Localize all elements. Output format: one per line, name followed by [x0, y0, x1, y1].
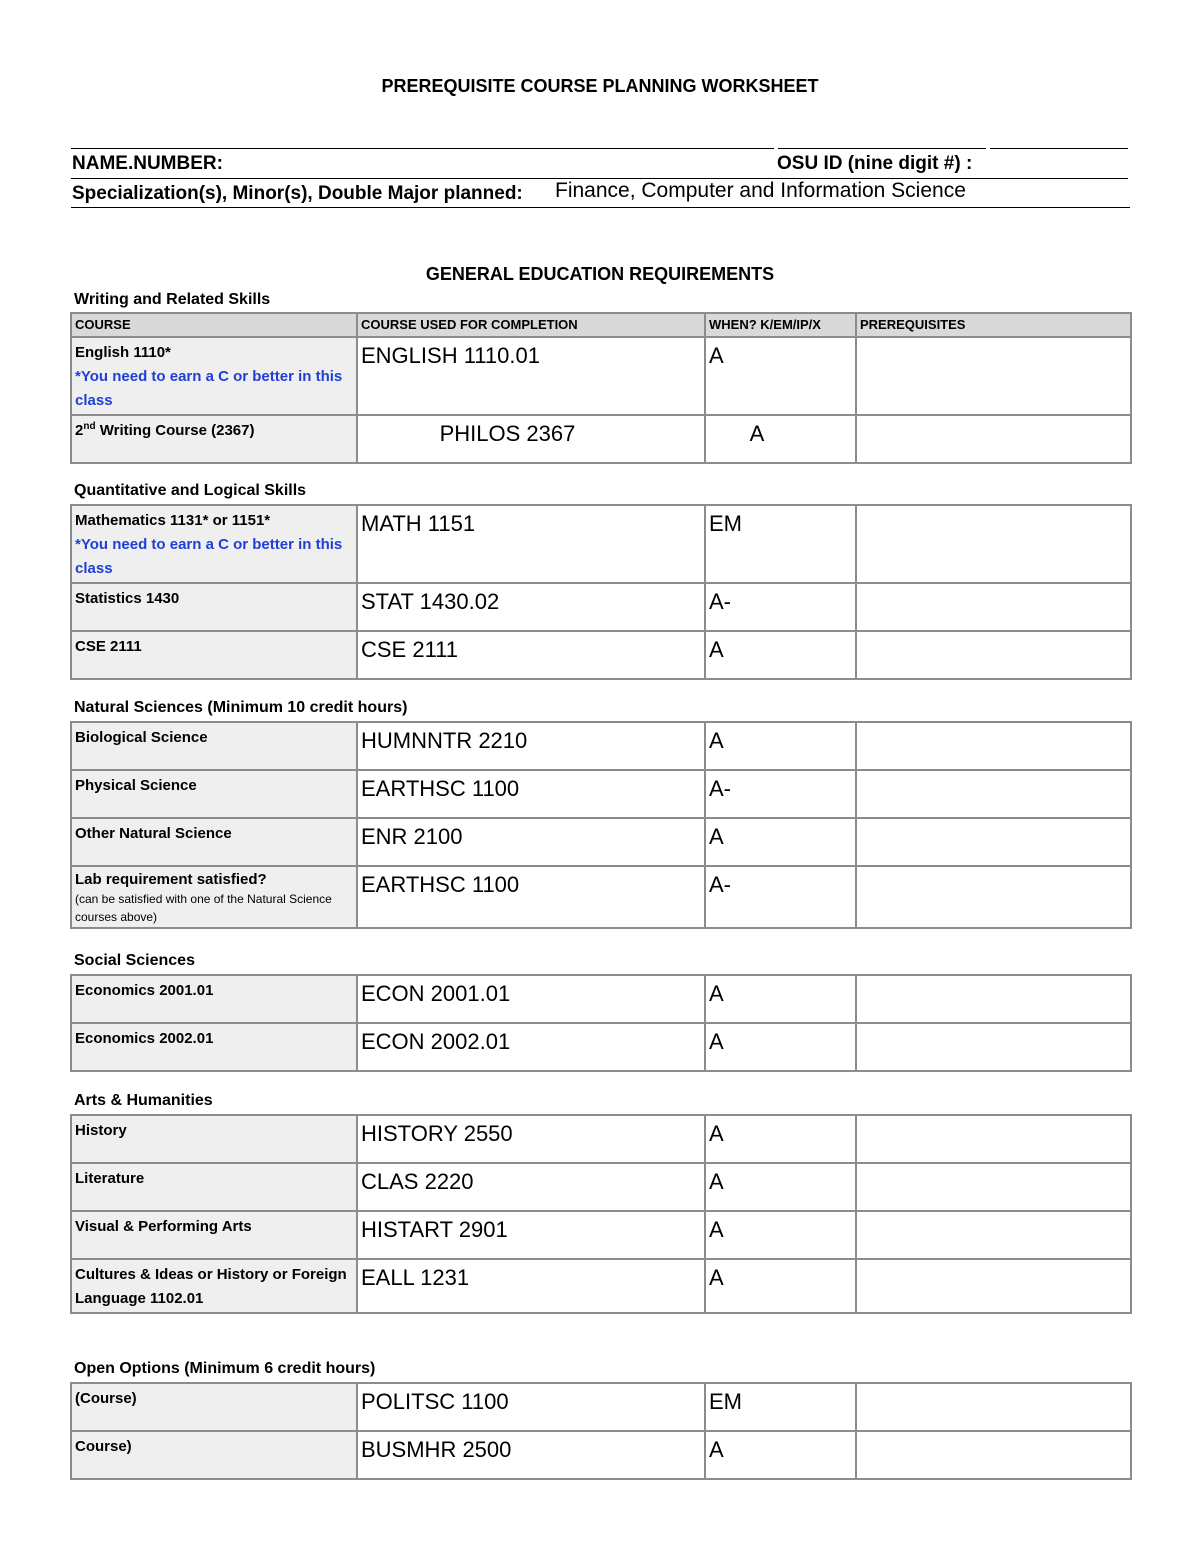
prereq-cell[interactable] [856, 722, 1131, 770]
used-cell[interactable]: BUSMHR 2500 [357, 1431, 705, 1479]
course-cell: (Course) [71, 1383, 357, 1431]
when-cell[interactable]: EM [705, 1383, 856, 1431]
when-cell[interactable]: A- [705, 770, 856, 818]
section-title-natural: Natural Sciences (Minimum 10 credit hours) [74, 699, 408, 716]
when-cell[interactable]: A- [705, 866, 856, 928]
page-title: PREREQUISITE COURSE PLANNING WORKSHEET [381, 76, 819, 96]
table-row [71, 770, 1131, 818]
section-title-open: Open Options (Minimum 6 credit hours) [74, 1360, 376, 1377]
prereq-cell[interactable] [856, 337, 1131, 415]
course-cell: Visual & Performing Arts [71, 1211, 357, 1259]
course-cell: Economics 2002.01 [71, 1023, 357, 1071]
when-cell[interactable]: A [705, 1023, 856, 1071]
when-cell[interactable]: A [705, 1163, 856, 1211]
used-cell[interactable]: STAT 1430.02 [357, 583, 705, 631]
when-cell[interactable]: A [705, 975, 856, 1023]
used-cell[interactable]: EARTHSC 1100 [357, 770, 705, 818]
col-header-prereq: PREREQUISITES [856, 313, 1131, 337]
table-row [71, 818, 1131, 866]
when-cell[interactable]: A [705, 1211, 856, 1259]
gen-ed-title: GENERAL EDUCATION REQUIREMENTS [425, 264, 775, 284]
open-table [70, 1382, 1132, 1480]
section-title-arts: Arts & Humanities [74, 1092, 213, 1109]
specialization-rule [71, 207, 1130, 208]
prereq-cell[interactable] [856, 415, 1131, 463]
course-cell: CSE 2111 [71, 631, 357, 679]
used-cell[interactable]: ENGLISH 1110.01 [357, 337, 705, 415]
social-table [70, 974, 1132, 1072]
prereq-cell[interactable] [856, 866, 1131, 928]
when-cell[interactable]: A [705, 415, 856, 463]
prereq-cell[interactable] [856, 975, 1131, 1023]
when-cell[interactable]: A [705, 818, 856, 866]
top-rule-right [990, 148, 1128, 149]
specialization-label: Specialization(s), Minor(s), Double Major planned: [72, 183, 523, 204]
table-row [71, 1163, 1131, 1211]
table-row [71, 505, 1131, 583]
course-note: *You need to earn a C or better in this class [75, 536, 343, 577]
specialization-value[interactable]: Finance, Computer and Information Science [555, 179, 966, 202]
table-row [71, 337, 1131, 415]
used-cell[interactable]: POLITSC 1100 [357, 1383, 705, 1431]
course-name: English 1110* [75, 344, 171, 361]
used-cell[interactable]: CSE 2111 [357, 631, 705, 679]
top-rule-mid [778, 148, 986, 149]
when-cell[interactable]: A [705, 1115, 856, 1163]
prereq-cell[interactable] [856, 1383, 1131, 1431]
table-row [71, 1431, 1131, 1479]
used-cell[interactable]: EALL 1231 [357, 1259, 705, 1313]
prereq-cell[interactable] [856, 1431, 1131, 1479]
used-cell[interactable]: HISTART 2901 [357, 1211, 705, 1259]
prereq-cell[interactable] [856, 1211, 1131, 1259]
prereq-cell[interactable] [856, 1259, 1131, 1313]
table-row [71, 1259, 1131, 1313]
course-cell [71, 505, 357, 583]
table-row [71, 415, 1131, 463]
table-row [71, 866, 1131, 928]
prereq-cell[interactable] [856, 1163, 1131, 1211]
when-cell[interactable]: A [705, 337, 856, 415]
prereq-cell[interactable] [856, 631, 1131, 679]
used-cell[interactable]: ENR 2100 [357, 818, 705, 866]
section-title-social: Social Sciences [74, 952, 195, 969]
section-title-writing: Writing and Related Skills [74, 291, 271, 308]
table-row [71, 1023, 1131, 1071]
prereq-cell[interactable] [856, 1023, 1131, 1071]
when-cell[interactable]: A [705, 722, 856, 770]
used-cell[interactable]: ECON 2002.01 [357, 1023, 705, 1071]
col-header-used: COURSE USED FOR COMPLETION [357, 313, 705, 337]
quant-table [70, 504, 1132, 680]
section-title-quant: Quantitative and Logical Skills [74, 482, 307, 499]
prereq-cell[interactable] [856, 505, 1131, 583]
writing-table [70, 312, 1132, 464]
top-rule-left [71, 148, 774, 149]
course-cell [71, 337, 357, 415]
course-name-suffix: Writing Course (2367) [95, 422, 255, 439]
course-name-prefix: 2 [75, 422, 84, 439]
course-cell: Cultures & Ideas or History or Foreign Language 1102.01 [71, 1259, 357, 1313]
table-header-row [71, 313, 1131, 337]
course-cell: Course) [71, 1431, 357, 1479]
table-row [71, 583, 1131, 631]
course-name-superscript: nd [83, 421, 96, 432]
col-header-course: COURSE [71, 313, 357, 337]
when-cell[interactable]: A [705, 631, 856, 679]
course-name: Lab requirement satisfied? [75, 871, 267, 888]
course-cell [71, 866, 357, 928]
table-row [71, 975, 1131, 1023]
course-note: *You need to earn a C or better in this class [75, 368, 343, 409]
course-cell [71, 415, 357, 463]
course-cell: History [71, 1115, 357, 1163]
when-cell[interactable]: EM [705, 505, 856, 583]
course-cell: Economics 2001.01 [71, 975, 357, 1023]
osu-id-label: OSU ID (nine digit #) : [777, 153, 973, 174]
used-cell[interactable]: PHILOS 2367 [357, 415, 705, 463]
used-cell[interactable]: HUMNNTR 2210 [357, 722, 705, 770]
table-row [71, 1383, 1131, 1431]
course-cell: Physical Science [71, 770, 357, 818]
table-row [71, 1115, 1131, 1163]
used-cell[interactable]: CLAS 2220 [357, 1163, 705, 1211]
prereq-cell[interactable] [856, 770, 1131, 818]
prereq-cell[interactable] [856, 818, 1131, 866]
prereq-cell[interactable] [856, 1115, 1131, 1163]
course-cell: Statistics 1430 [71, 583, 357, 631]
used-cell[interactable]: EARTHSC 1100 [357, 866, 705, 928]
arts-table [70, 1114, 1132, 1314]
table-row [71, 1211, 1131, 1259]
when-cell[interactable]: A [705, 1259, 856, 1313]
col-header-when: WHEN? K/EM/IP/X [705, 313, 856, 337]
course-cell: Literature [71, 1163, 357, 1211]
course-cell: Other Natural Science [71, 818, 357, 866]
when-cell[interactable]: A [705, 1431, 856, 1479]
used-cell[interactable]: MATH 1151 [357, 505, 705, 583]
prereq-cell[interactable] [856, 583, 1131, 631]
course-note: (can be satisfied with one of the Natural Science courses above) [75, 892, 332, 924]
course-name: Mathematics 1131* or 1151* [75, 512, 271, 529]
when-cell[interactable]: A- [705, 583, 856, 631]
used-cell[interactable]: HISTORY 2550 [357, 1115, 705, 1163]
table-row [71, 631, 1131, 679]
natural-table [70, 721, 1132, 929]
name-number-label: NAME.NUMBER: [72, 153, 223, 174]
used-cell[interactable]: ECON 2001.01 [357, 975, 705, 1023]
course-cell: Biological Science [71, 722, 357, 770]
table-row [71, 722, 1131, 770]
